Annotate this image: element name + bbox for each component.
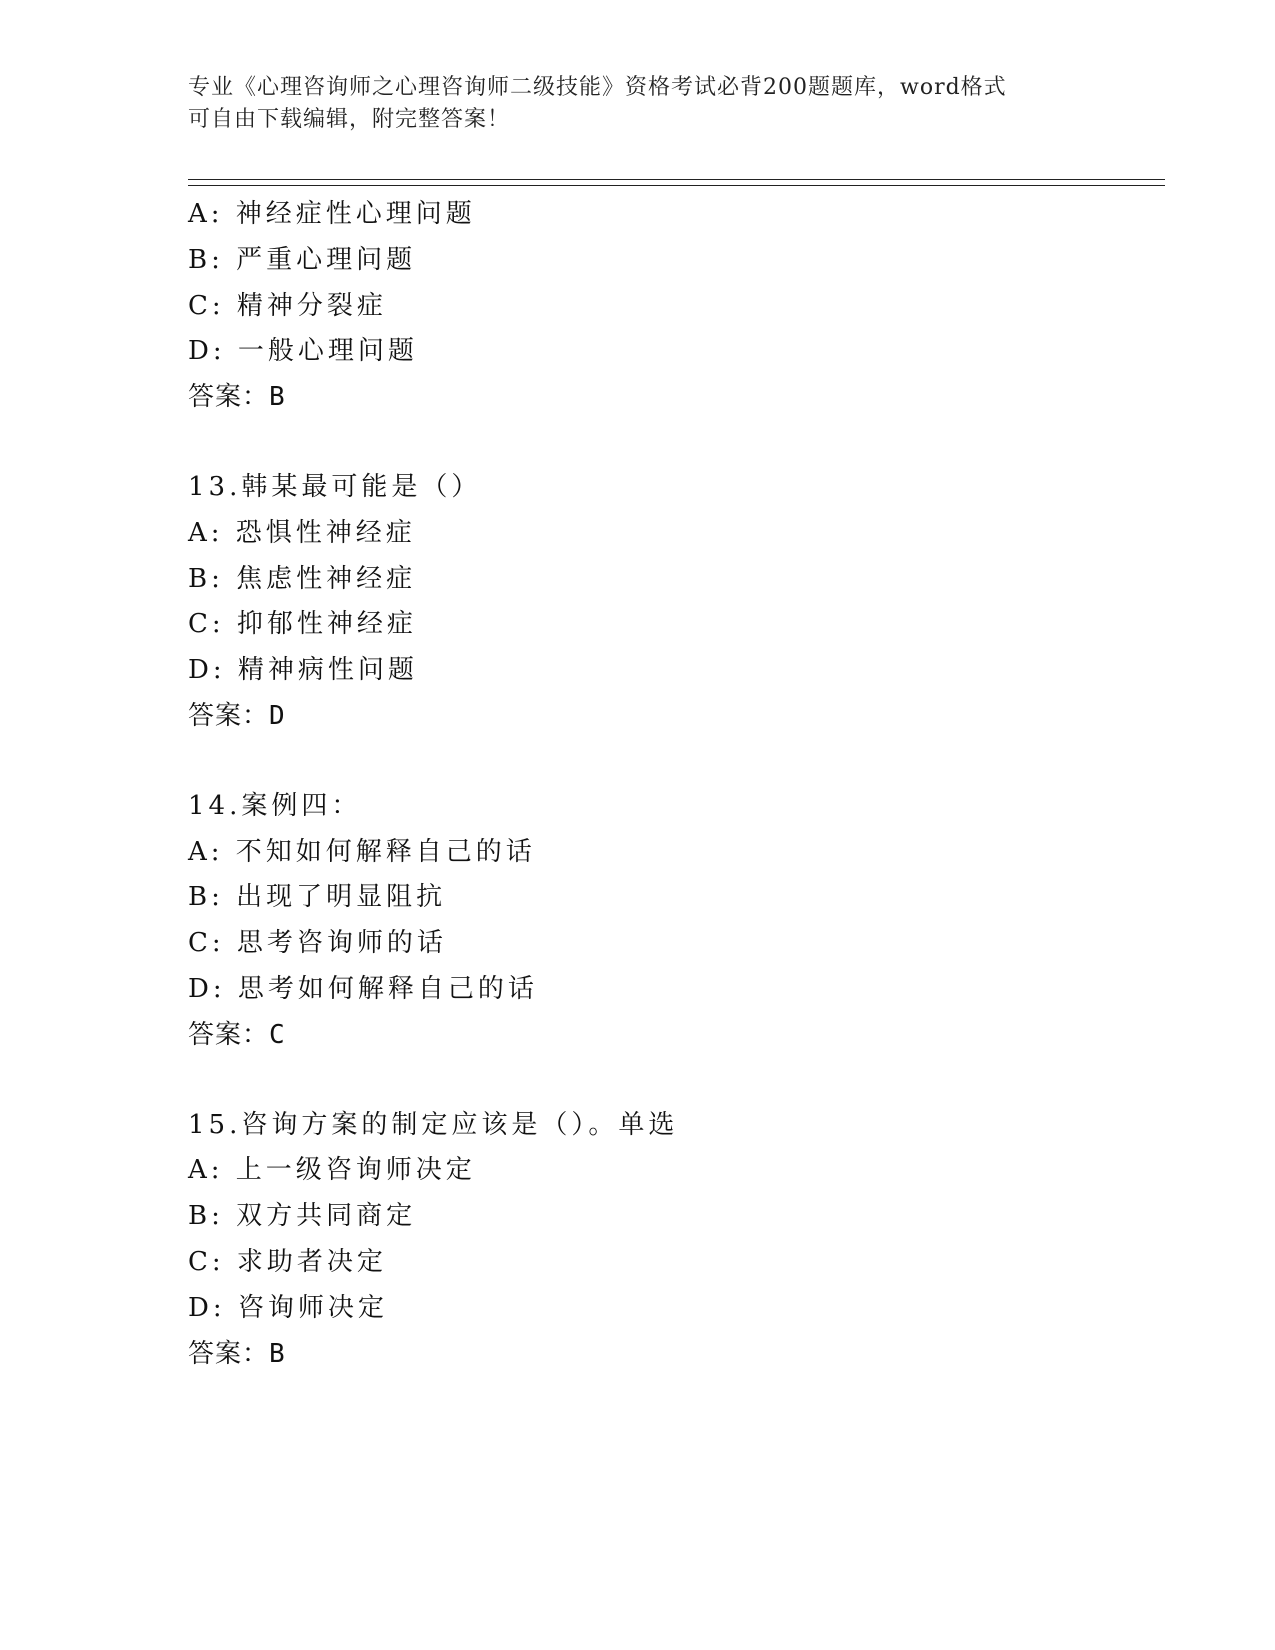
option-a: A: 上一级咨询师决定 — [188, 1155, 476, 1186]
option-b: B: 焦虑性神经症 — [188, 563, 417, 594]
option-d: D: 精神病性问题 — [188, 655, 418, 686]
answer-label: 答案： — [188, 1338, 270, 1369]
question-list — [188, 192, 1165, 1377]
answer-label: 答案： — [188, 700, 270, 731]
header-divider — [188, 179, 1165, 186]
question-block — [188, 465, 1165, 740]
header-line-1: 专业《心理咨询师之心理咨询师二级技能》资格考试必背200题题库，word格式 — [188, 75, 1007, 100]
question-block — [188, 784, 1165, 1059]
answer-value: D — [269, 700, 286, 731]
option-c: C: 思考咨询师的话 — [188, 928, 447, 959]
option-c: C: 抑郁性神经症 — [188, 609, 417, 640]
answer-value: C — [269, 1019, 286, 1050]
question-text: 15.咨询方案的制定应该是（）。单选 — [188, 1109, 679, 1140]
answer-value: B — [269, 382, 286, 413]
answer-label: 答案： — [188, 382, 270, 413]
answer-line — [188, 694, 1165, 740]
header-line-2: 可自由下载编辑，附完整答案！ — [188, 107, 511, 132]
option-a: A: 恐惧性神经症 — [188, 517, 416, 548]
option-d: D: 思考如何解释自己的话 — [188, 973, 538, 1004]
question-text: 14.案例四： — [188, 790, 362, 821]
option-c: C: 求助者决定 — [188, 1246, 387, 1277]
option-b: B: 出现了明显阻抗 — [188, 882, 447, 913]
answer-line — [188, 1013, 1165, 1059]
answer-label: 答案： — [188, 1019, 270, 1050]
question-block — [188, 1103, 1165, 1378]
option-a: A: 不知如何解释自己的话 — [188, 836, 536, 867]
answer-line — [188, 375, 1165, 421]
option-b: B: 双方共同商定 — [188, 1201, 417, 1232]
option-c: C: 精神分裂症 — [188, 290, 387, 321]
question-text: 13.韩某最可能是（） — [188, 471, 482, 502]
option-d: D: 一般心理问题 — [188, 336, 418, 367]
option-b: B: 严重心理问题 — [188, 244, 417, 275]
option-d: D: 咨询师决定 — [188, 1292, 388, 1323]
answer-line — [188, 1332, 1165, 1378]
answer-value: B — [269, 1338, 286, 1369]
question-block — [188, 192, 1165, 421]
document-header — [188, 72, 1068, 136]
option-a: A: 神经症性心理问题 — [188, 199, 476, 229]
